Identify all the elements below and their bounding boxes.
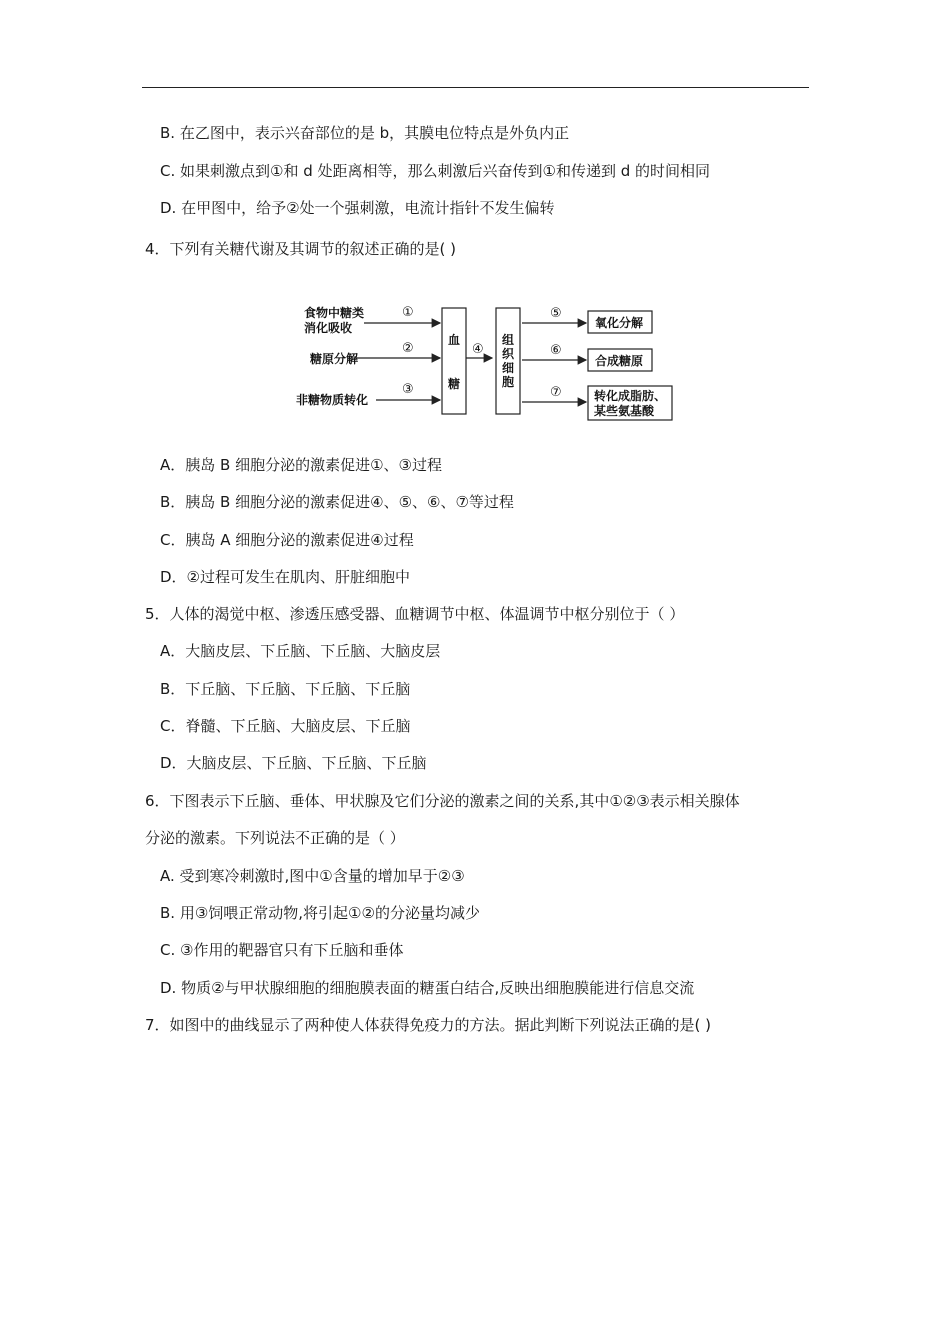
tissue-char-1: 组 xyxy=(501,333,515,347)
blood-glucose-box xyxy=(442,308,466,414)
q6-option-d: D. 物质②与甲状腺细胞的细胞膜表面的糖蛋白结合,反映出细胞膜能进行信息交流 xyxy=(160,979,695,997)
q4-option-b: B．胰岛 B 细胞分泌的激素促进④、⑤、⑥、⑦等过程 xyxy=(160,493,514,511)
source3-label: 非糖物质转化 xyxy=(296,393,369,407)
arrow-6-label: ⑥ xyxy=(550,343,562,358)
tissue-char-2: 织 xyxy=(501,347,515,361)
blood-char-1: 血 xyxy=(447,333,461,347)
arrow-5-label: ⑤ xyxy=(550,306,562,321)
q5-option-c: C．脊髓、下丘脑、大脑皮层、下丘脑 xyxy=(160,717,411,735)
output-3-label-line2: 某些氨基酸 xyxy=(594,404,655,418)
source2-label: 糖原分解 xyxy=(310,352,359,366)
q5-option-a: A．大脑皮层、下丘脑、下丘脑、大脑皮层 xyxy=(160,642,441,660)
q5-option-b: B．下丘脑、下丘脑、下丘脑、下丘脑 xyxy=(160,680,411,698)
arrow-4-label: ④ xyxy=(472,342,484,357)
output-1-label: 氧化分解 xyxy=(595,316,644,330)
q4-option-a: A．胰岛 B 细胞分泌的激素促进①、③过程 xyxy=(160,456,442,474)
source1-label-line1: 食物中糖类 xyxy=(304,306,365,320)
output-3-label-line1: 转化成脂肪、 xyxy=(594,389,667,403)
q3-option-c: C. 如果刺激点到①和 d 处距离相等，那么刺激后兴奋传到①和传递到 d 的时间相同 xyxy=(160,162,711,180)
q6-stem-line2: 分泌的激素。下列说法不正确的是（ ） xyxy=(145,829,405,847)
arrow-1-label: ① xyxy=(402,305,414,320)
q4-option-c: C．胰岛 A 细胞分泌的激素促进④过程 xyxy=(160,531,414,549)
q3-option-b: B. 在乙图中，表示兴奋部位的是 b，其膜电位特点是外负内正 xyxy=(160,124,570,142)
q6-option-c: C. ③作用的靶器官只有下丘脑和垂体 xyxy=(160,941,404,959)
tissue-char-4: 胞 xyxy=(501,375,515,389)
header-rule xyxy=(142,87,809,88)
q6-stem-line1: 6．下图表示下丘脑、垂体、甲状腺及它们分泌的激素之间的关系,其中①②③表示相关腺体 xyxy=(145,792,740,810)
q7-stem: 7．如图中的曲线显示了两种使人体获得免疫力的方法。据此判断下列说法正确的是( ) xyxy=(145,1016,712,1034)
tissue-char-3: 细 xyxy=(501,361,515,375)
q4-stem: 4．下列有关糖代谢及其调节的叙述正确的是( ) xyxy=(145,240,457,258)
arrow-7-label: ⑦ xyxy=(550,385,562,400)
glucose-metabolism-diagram xyxy=(290,296,690,426)
arrow-2-label: ② xyxy=(402,341,414,356)
q5-stem: 5．人体的渴觉中枢、渗透压感受器、血糖调节中枢、体温调节中枢分别位于（ ） xyxy=(145,605,685,623)
blood-char-2: 糖 xyxy=(447,377,461,391)
q4-option-d: D．②过程可发生在肌肉、肝脏细胞中 xyxy=(160,568,410,586)
q6-option-a: A. 受到寒冷刺激时,图中①含量的增加早于②③ xyxy=(160,867,465,885)
q5-option-d: D．大脑皮层、下丘脑、下丘脑、下丘脑 xyxy=(160,754,427,772)
arrow-3-label: ③ xyxy=(402,382,414,397)
q6-option-b: B. 用③饲喂正常动物,将引起①②的分泌量均减少 xyxy=(160,904,480,922)
q3-option-d: D. 在甲图中，给予②处一个强刺激，电流计指针不发生偏转 xyxy=(160,199,555,217)
output-2-label: 合成糖原 xyxy=(595,354,644,368)
source1-label-line2: 消化吸收 xyxy=(304,321,353,335)
